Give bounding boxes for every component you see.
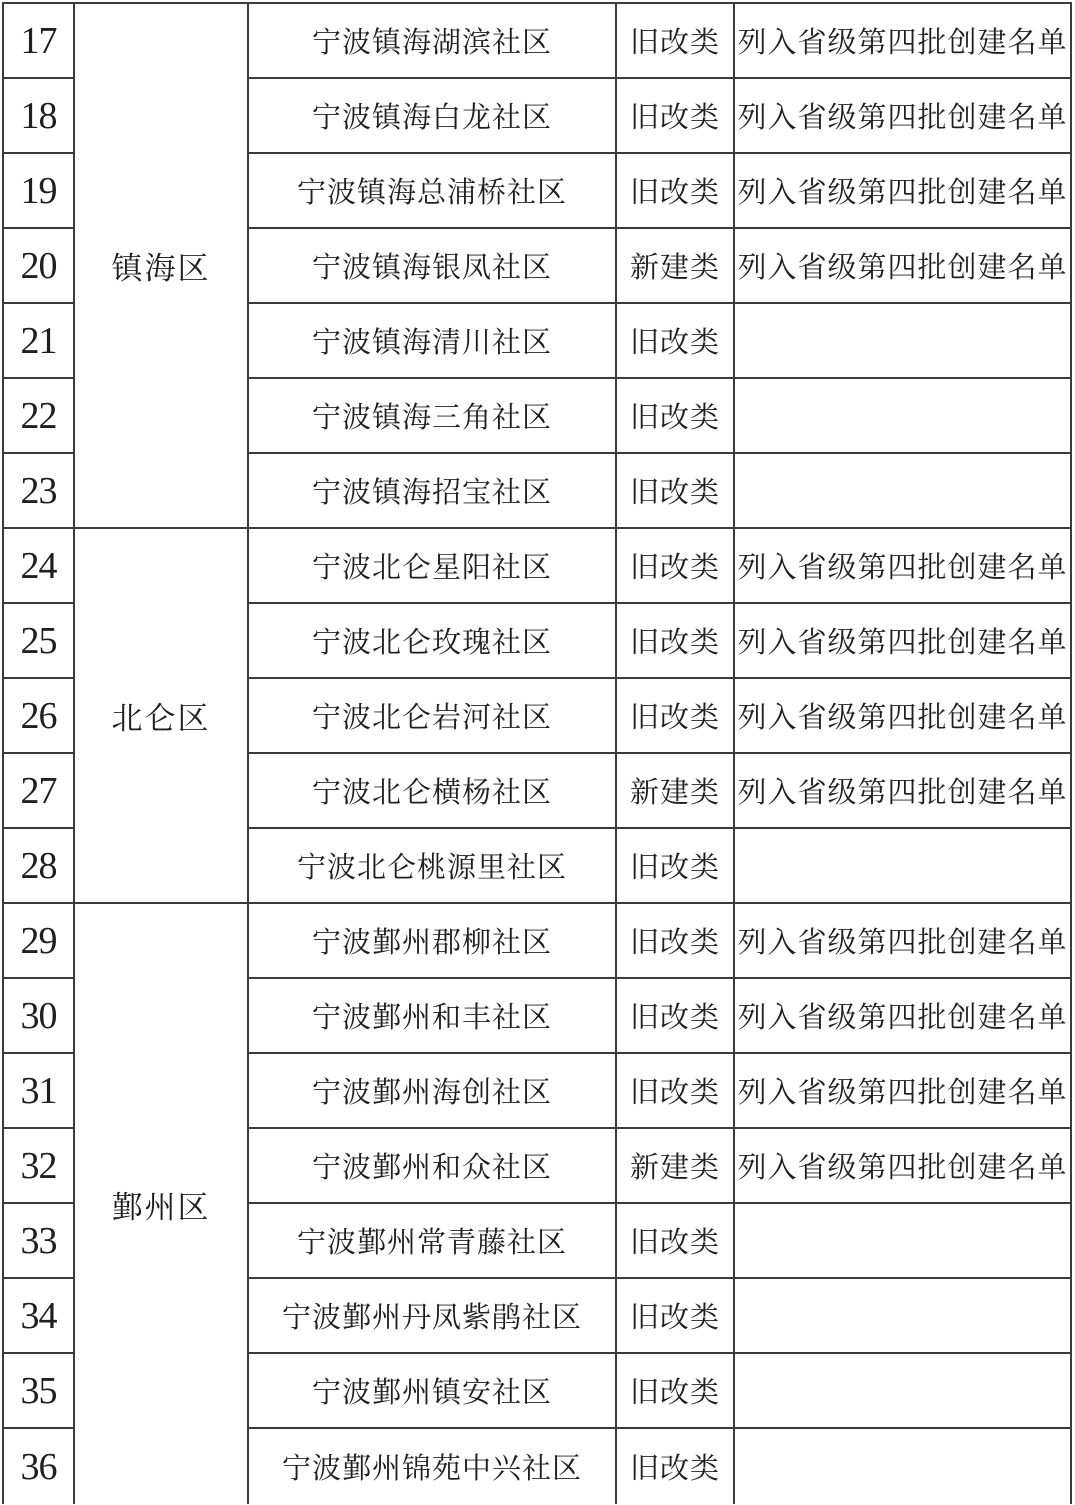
community-name-cell: 宁波鄞州丹凤紫鹃社区 — [249, 1279, 617, 1354]
community-name-cell: 宁波鄞州和众社区 — [249, 1129, 617, 1204]
type-cell: 旧改类 — [617, 829, 735, 904]
district-cell-beilun: 北仑区 — [75, 529, 249, 904]
type-cell: 旧改类 — [617, 4, 735, 79]
remark-cell: 列入省级第四批创建名单 — [735, 229, 1072, 304]
type-cell: 旧改类 — [617, 304, 735, 379]
community-name-cell: 宁波鄞州镇安社区 — [249, 1354, 617, 1429]
type-cell: 旧改类 — [617, 679, 735, 754]
type-cell: 旧改类 — [617, 1054, 735, 1129]
community-name-cell: 宁波北仑岩河社区 — [249, 679, 617, 754]
type-cell: 旧改类 — [617, 904, 735, 979]
remark-cell: 列入省级第四批创建名单 — [735, 904, 1072, 979]
type-cell: 旧改类 — [617, 1354, 735, 1429]
community-name-cell: 宁波镇海清川社区 — [249, 304, 617, 379]
row-number-cell: 24 — [4, 529, 75, 604]
community-name-cell: 宁波北仑桃源里社区 — [249, 829, 617, 904]
community-name-cell: 宁波镇海三角社区 — [249, 379, 617, 454]
remark-cell: 列入省级第四批创建名单 — [735, 604, 1072, 679]
type-cell: 新建类 — [617, 1129, 735, 1204]
district-cell-zhenhai: 镇海区 — [75, 4, 249, 529]
row-number-cell: 21 — [4, 304, 75, 379]
remark-cell — [735, 829, 1072, 904]
type-cell: 新建类 — [617, 754, 735, 829]
community-name-cell: 宁波鄞州郡柳社区 — [249, 904, 617, 979]
community-name-cell: 宁波鄞州海创社区 — [249, 1054, 617, 1129]
row-number-cell: 35 — [4, 1354, 75, 1429]
district-cell-yinzhou: 鄞州区 — [75, 904, 249, 1504]
remark-cell: 列入省级第四批创建名单 — [735, 1054, 1072, 1129]
remark-cell: 列入省级第四批创建名单 — [735, 1129, 1072, 1204]
row-number-cell: 26 — [4, 679, 75, 754]
community-name-cell: 宁波鄞州常青藤社区 — [249, 1204, 617, 1279]
row-number-cell: 20 — [4, 229, 75, 304]
remark-cell — [735, 1204, 1072, 1279]
row-number-cell: 17 — [4, 4, 75, 79]
remark-cell — [735, 1354, 1072, 1429]
type-cell: 旧改类 — [617, 79, 735, 154]
community-name-cell: 宁波北仑星阳社区 — [249, 529, 617, 604]
remark-cell: 列入省级第四批创建名单 — [735, 154, 1072, 229]
row-number-cell: 32 — [4, 1129, 75, 1204]
type-cell: 旧改类 — [617, 529, 735, 604]
community-name-cell: 宁波镇海白龙社区 — [249, 79, 617, 154]
community-name-cell: 宁波北仑玫瑰社区 — [249, 604, 617, 679]
remark-cell — [735, 379, 1072, 454]
remark-cell: 列入省级第四批创建名单 — [735, 529, 1072, 604]
type-cell: 旧改类 — [617, 604, 735, 679]
remark-cell: 列入省级第四批创建名单 — [735, 679, 1072, 754]
remark-cell: 列入省级第四批创建名单 — [735, 4, 1072, 79]
type-cell: 旧改类 — [617, 1204, 735, 1279]
type-cell: 旧改类 — [617, 454, 735, 529]
row-number-cell: 33 — [4, 1204, 75, 1279]
remark-cell: 列入省级第四批创建名单 — [735, 79, 1072, 154]
type-cell: 旧改类 — [617, 1429, 735, 1504]
community-name-cell: 宁波镇海招宝社区 — [249, 454, 617, 529]
row-number-cell: 25 — [4, 604, 75, 679]
type-cell: 旧改类 — [617, 379, 735, 454]
row-number-cell: 27 — [4, 754, 75, 829]
type-cell: 新建类 — [617, 229, 735, 304]
community-name-cell: 宁波北仑横杨社区 — [249, 754, 617, 829]
community-name-cell: 宁波镇海总浦桥社区 — [249, 154, 617, 229]
remark-cell: 列入省级第四批创建名单 — [735, 754, 1072, 829]
community-name-cell: 宁波镇海湖滨社区 — [249, 4, 617, 79]
community-name-cell: 宁波鄞州锦苑中兴社区 — [249, 1429, 617, 1504]
row-number-cell: 30 — [4, 979, 75, 1054]
remark-cell — [735, 1279, 1072, 1354]
remark-cell — [735, 454, 1072, 529]
row-number-cell: 18 — [4, 79, 75, 154]
row-number-cell: 28 — [4, 829, 75, 904]
row-number-cell: 19 — [4, 154, 75, 229]
row-number-cell: 36 — [4, 1429, 75, 1504]
row-number-cell: 29 — [4, 904, 75, 979]
row-number-cell: 22 — [4, 379, 75, 454]
remark-cell — [735, 1429, 1072, 1504]
type-cell: 旧改类 — [617, 154, 735, 229]
type-cell: 旧改类 — [617, 1279, 735, 1354]
community-name-cell: 宁波鄞州和丰社区 — [249, 979, 617, 1054]
remark-cell — [735, 304, 1072, 379]
type-cell: 旧改类 — [617, 979, 735, 1054]
community-list-table — [2, 2, 1072, 1504]
row-number-cell: 34 — [4, 1279, 75, 1354]
community-name-cell: 宁波镇海银凤社区 — [249, 229, 617, 304]
remark-cell: 列入省级第四批创建名单 — [735, 979, 1072, 1054]
row-number-cell: 31 — [4, 1054, 75, 1129]
row-number-cell: 23 — [4, 454, 75, 529]
